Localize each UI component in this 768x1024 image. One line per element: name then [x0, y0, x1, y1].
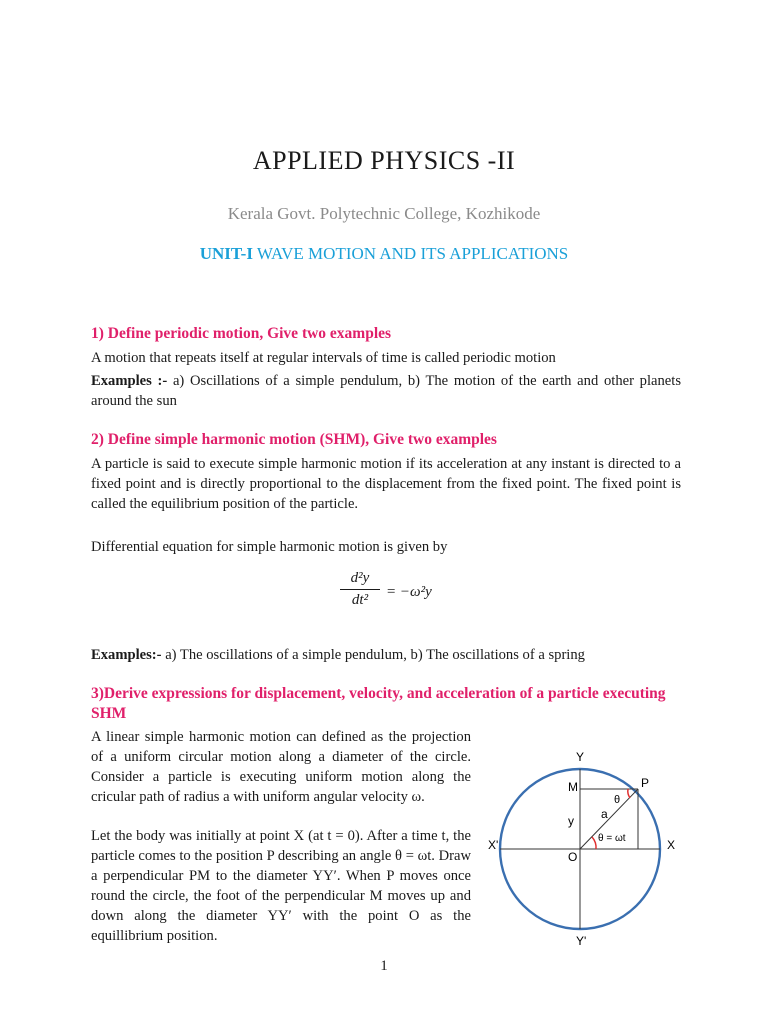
- equation-numerator: d²y: [340, 570, 380, 590]
- equation-rhs: = −ω²y: [386, 584, 432, 600]
- label-theta: θ: [614, 794, 621, 806]
- section-1-heading: 1) Define periodic motion, Give two examples: [91, 325, 392, 342]
- section-2-heading: 2) Define simple harmonic motion (SHM), Give two examples: [91, 431, 497, 448]
- label-theta-equals-wt: θ = ωt: [598, 833, 626, 844]
- document-title: APPLIED PHYSICS -II: [252, 146, 516, 175]
- label-x-prime: X': [488, 838, 499, 852]
- label-p: P: [641, 776, 650, 790]
- label-x: X: [667, 838, 676, 852]
- page-number: 1: [380, 958, 388, 974]
- unit-heading: [0, 244, 768, 264]
- label-y-variable: y: [568, 814, 574, 828]
- equation-intro: Differential equation for simple harmonic motion is given by: [91, 539, 448, 555]
- section-1-examples: [91, 371, 681, 411]
- unit-label: UNIT-I: [199, 244, 253, 263]
- label-y: Y: [576, 750, 585, 764]
- shm-differential-equation: [320, 570, 520, 620]
- section-3-paragraph-1: A linear simple harmonic motion can defined as the projection of a uniform circular motion along a diameter of the circle. Consider a particle is executing uniform motion along the cricular path of radius a with uniform angular velocity ω.: [91, 729, 471, 805]
- section-2-examples: [91, 645, 681, 665]
- shm-circle-diagram: [480, 745, 700, 960]
- label-y-prime: Y': [576, 934, 587, 948]
- angle-arc-theta: [628, 789, 630, 798]
- label-a: a: [601, 807, 608, 821]
- examples-label: Examples :-: [91, 373, 168, 389]
- equation-fraction: [340, 570, 380, 609]
- examples-text: a) Oscillations of a simple pendulum, b) The motion of the earth and other planets around the sun: [91, 373, 681, 409]
- unit-title: WAVE MOTION AND ITS APPLICATIONS: [252, 244, 569, 263]
- institution-name: Kerala Govt. Polytechnic College, Kozhikode: [227, 204, 541, 223]
- angle-arc-wt: [592, 837, 596, 849]
- section-3-paragraph-2: Let the body was initially at point X (at t = 0). After a time t, the particle comes to the position P describing an angle θ = ωt. Draw a perpendicular PM to the diameter YY′. When P moves once round the circle, the foot of the perpendicular M moves up and down along the diameter YY′ with the point O as the equillibrium position.: [91, 828, 471, 944]
- label-o: O: [568, 850, 578, 864]
- section-3-heading: 3)Derive expressions for displacement, velocity, and acceleration of a particle executing SHM: [91, 685, 666, 722]
- examples-label: Examples:-: [91, 647, 162, 663]
- equation-denominator: dt²: [351, 592, 369, 608]
- section-1-definition: A motion that repeats itself at regular intervals of time is called periodic motion: [91, 350, 556, 366]
- section-2-definition: A particle is said to execute simple harmonic motion if its acceleration at any instant is directed to a fixed point and is directly proportional to the displacement from the fixed point. The fixed point is called the equilibrium position of the particle.: [91, 456, 681, 512]
- examples-text: a) The oscillations of a simple pendulum, b) The oscillations of a spring: [161, 647, 585, 663]
- label-m: M: [568, 780, 578, 794]
